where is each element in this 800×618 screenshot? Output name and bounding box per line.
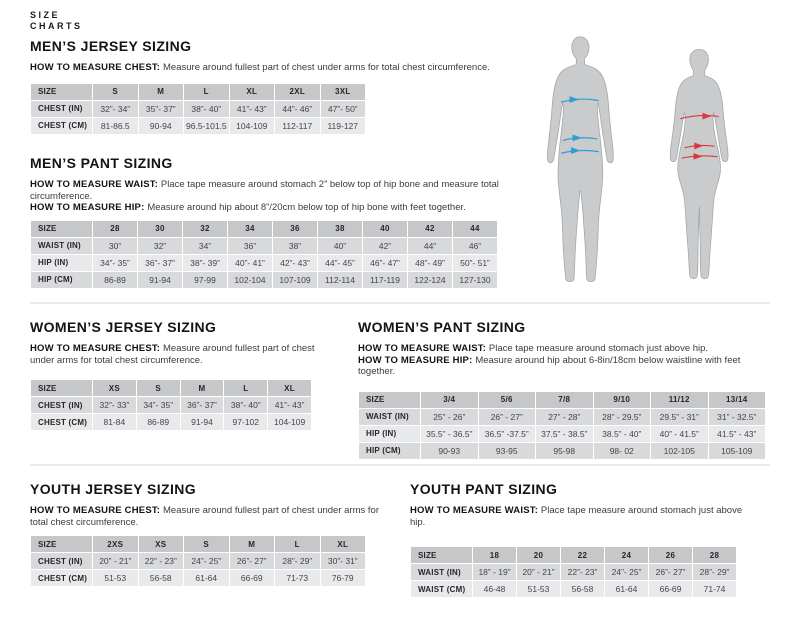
column-header: XL <box>268 380 312 397</box>
howto-label: HOW TO MEASURE WAIST: <box>30 179 161 190</box>
table-cell: 41”- 43” <box>229 100 275 117</box>
table-cell: 97-99 <box>183 271 228 288</box>
section-mens-jersey <box>30 38 550 135</box>
table-cell: 26”- 27” <box>229 553 275 570</box>
table-cell: 29.5” - 31” <box>651 408 709 425</box>
row-label: WAIST (IN) <box>359 408 421 425</box>
table-cell: 20” - 21” <box>93 553 139 570</box>
howto-text: HOW TO MEASURE WAIST: Place tape measure around stomach 2” below top of hip bone and measure total circumference. <box>30 179 499 202</box>
table-cell: 112-114 <box>318 271 363 288</box>
section-youth-jersey <box>30 481 398 587</box>
female-body-shape <box>670 49 728 278</box>
youth-pant-title: YOUTH PANT SIZING <box>410 481 558 497</box>
table-cell: 32” <box>138 237 183 254</box>
table-cell: 26”- 27” <box>649 564 693 581</box>
youth-pant-table <box>410 546 737 598</box>
howto-label: HOW TO MEASURE CHEST: <box>30 62 164 73</box>
column-header: XL <box>229 83 275 100</box>
row-label: CHEST (CM) <box>31 117 93 134</box>
table-cell: 34”- 35” <box>93 254 138 271</box>
table-cell: 24”- 25” <box>605 564 649 581</box>
table-cell: 48”- 49” <box>408 254 453 271</box>
howto-text: HOW TO MEASURE HIP: Measure around hip about 6-8in/18cm below waistline with feet together. <box>358 354 741 377</box>
table-cell: 18” - 19” <box>473 564 517 581</box>
row-label: HIP (IN) <box>359 425 421 442</box>
table-cell: 36.5” -37.5” <box>478 425 536 442</box>
table-cell: 34” <box>183 237 228 254</box>
table-cell: 36”- 37” <box>180 397 224 414</box>
table-cell: 76-79 <box>320 570 366 587</box>
mens-pant-title: MEN’S PANT SIZING <box>30 155 173 171</box>
column-header: XS <box>93 380 137 397</box>
howto-text: HOW TO MEASURE WAIST: Place tape measure around stomach just above hip. <box>410 505 743 528</box>
table-cell: 46”- 47” <box>363 254 408 271</box>
size-charts-label <box>30 10 83 32</box>
size-table <box>358 391 766 460</box>
table-row <box>411 581 737 598</box>
womens-jersey-howto <box>30 343 338 366</box>
howto-text: HOW TO MEASURE WAIST: Place tape measure around stomach just above hip. <box>358 343 709 354</box>
table-cell: 30”- 31” <box>320 553 366 570</box>
table-row <box>31 397 312 414</box>
table-cell: 119-127 <box>320 117 366 134</box>
table-cell: 56-58 <box>561 581 605 598</box>
section-womens-jersey <box>30 319 338 431</box>
table-cell: 127-130 <box>453 271 498 288</box>
column-header: 22 <box>561 547 605 564</box>
row-label: CHEST (IN) <box>31 397 93 414</box>
column-header: 5/6 <box>478 391 536 408</box>
table-row <box>31 414 312 431</box>
column-header: 36 <box>273 220 318 237</box>
size-table <box>410 546 737 598</box>
column-header: 44 <box>453 220 498 237</box>
column-header: 3/4 <box>421 391 479 408</box>
table-cell: 34”- 35” <box>136 397 180 414</box>
table-cell: 42” <box>363 237 408 254</box>
table-cell: 28” - 29.5” <box>593 408 651 425</box>
table-cell: 40”- 41” <box>228 254 273 271</box>
column-header: 3XL <box>320 83 366 100</box>
table-cell: 96.5-101.5 <box>184 117 230 134</box>
table-cell: 30” <box>93 237 138 254</box>
mens-jersey-table <box>30 83 366 135</box>
row-label: CHEST (CM) <box>31 570 93 587</box>
column-header: 28 <box>93 220 138 237</box>
table-row <box>31 117 366 134</box>
table-cell: 24”- 25” <box>184 553 230 570</box>
column-header: 2XS <box>93 536 139 553</box>
howto-label: HOW TO MEASURE WAIST: <box>410 505 541 516</box>
table-cell: 22” - 23” <box>138 553 184 570</box>
column-header: 24 <box>605 547 649 564</box>
table-row <box>31 570 366 587</box>
table-cell: 105-109 <box>708 442 766 459</box>
table-row <box>359 408 766 425</box>
table-cell: 42”- 43” <box>273 254 318 271</box>
table-cell: 122-124 <box>408 271 453 288</box>
row-label: CHEST (CM) <box>31 414 93 431</box>
table-cell: 41.5” - 43” <box>708 425 766 442</box>
table-header-row <box>359 391 766 408</box>
column-header: SIZE <box>411 547 473 564</box>
mens-pant-table <box>30 220 498 289</box>
table-cell: 107-109 <box>273 271 318 288</box>
table-row <box>31 100 366 117</box>
table-cell: 102-104 <box>228 271 273 288</box>
size-charts-label-line1: SIZE <box>30 10 61 20</box>
column-header: 20 <box>517 547 561 564</box>
table-header-row <box>31 380 312 397</box>
table-cell: 97-102 <box>224 414 268 431</box>
column-header: XL <box>320 536 366 553</box>
table-cell: 61-64 <box>605 581 649 598</box>
column-header: 42 <box>408 220 453 237</box>
column-header: 13/14 <box>708 391 766 408</box>
table-cell: 90-94 <box>138 117 184 134</box>
table-cell: 36” <box>228 237 273 254</box>
womens-pant-title: WOMEN’S PANT SIZING <box>358 319 526 335</box>
column-header: S <box>93 83 139 100</box>
table-row <box>359 425 766 442</box>
column-header: S <box>184 536 230 553</box>
column-header: SIZE <box>31 220 93 237</box>
column-header: L <box>275 536 321 553</box>
table-cell: 38”- 40” <box>184 100 230 117</box>
table-cell: 86-89 <box>136 414 180 431</box>
row-label: HIP (CM) <box>359 442 421 459</box>
table-cell: 90-93 <box>421 442 479 459</box>
column-header: L <box>184 83 230 100</box>
table-cell: 40” <box>318 237 363 254</box>
mens-jersey-title: MEN’S JERSEY SIZING <box>30 38 192 54</box>
table-row <box>31 553 366 570</box>
column-header: 32 <box>183 220 228 237</box>
table-cell: 32”- 33” <box>93 397 137 414</box>
column-header: 28 <box>693 547 737 564</box>
column-header: 11/12 <box>651 391 709 408</box>
column-header: S <box>136 380 180 397</box>
row-label: WAIST (IN) <box>31 237 93 254</box>
column-header: 2XL <box>275 83 321 100</box>
table-cell: 46-48 <box>473 581 517 598</box>
howto-text: HOW TO MEASURE CHEST: Measure around fullest part of chest under arms for total chest circumference. <box>30 62 490 73</box>
table-cell: 112-117 <box>275 117 321 134</box>
table-cell: 47”- 50” <box>320 100 366 117</box>
column-header: L <box>224 380 268 397</box>
row-label: WAIST (CM) <box>411 581 473 598</box>
size-charts-label-line2: CHARTS <box>30 21 83 31</box>
table-cell: 44” <box>408 237 453 254</box>
table-cell: 28”- 29” <box>693 564 737 581</box>
table-row <box>31 271 498 288</box>
table-cell: 44”- 46” <box>275 100 321 117</box>
column-header: M <box>180 380 224 397</box>
table-header-row <box>411 547 737 564</box>
table-cell: 22”- 23” <box>561 564 605 581</box>
column-header: SIZE <box>359 391 421 408</box>
male-silhouette <box>541 36 619 284</box>
column-header: 38 <box>318 220 363 237</box>
column-header: 9/10 <box>593 391 651 408</box>
table-cell: 93-95 <box>478 442 536 459</box>
table-cell: 71-74 <box>693 581 737 598</box>
howto-text: HOW TO MEASURE CHEST: Measure around fullest part of chest under arms for total chest circumference. <box>30 505 379 528</box>
table-cell: 28”- 29” <box>275 553 321 570</box>
youth-pant-howto <box>410 505 750 528</box>
table-cell: 98- 02 <box>593 442 651 459</box>
table-cell: 46” <box>453 237 498 254</box>
column-header: 7/8 <box>536 391 594 408</box>
column-header: 34 <box>228 220 273 237</box>
table-cell: 104-109 <box>268 414 312 431</box>
table-cell: 40” - 41.5” <box>651 425 709 442</box>
size-table <box>30 220 498 289</box>
youth-jersey-title: YOUTH JERSEY SIZING <box>30 481 197 497</box>
table-cell: 31” - 32.5” <box>708 408 766 425</box>
youth-jersey-table <box>30 535 366 587</box>
section-womens-pant <box>358 319 770 460</box>
column-header: M <box>138 83 184 100</box>
table-cell: 51-53 <box>517 581 561 598</box>
table-cell: 38”- 39” <box>183 254 228 271</box>
table-header-row <box>31 220 498 237</box>
table-cell: 35.5” - 36.5” <box>421 425 479 442</box>
womens-jersey-table <box>30 379 312 431</box>
table-cell: 71-73 <box>275 570 321 587</box>
table-cell: 50”- 51” <box>453 254 498 271</box>
section-divider-1 <box>30 302 770 304</box>
size-table <box>30 535 366 587</box>
mens-pant-howto <box>30 179 560 214</box>
table-cell: 38.5” - 40” <box>593 425 651 442</box>
table-cell: 66-69 <box>649 581 693 598</box>
table-row <box>31 237 498 254</box>
table-row <box>31 254 498 271</box>
column-header: SIZE <box>31 380 93 397</box>
column-header: XS <box>138 536 184 553</box>
table-cell: 20” - 21” <box>517 564 561 581</box>
column-header: SIZE <box>31 83 93 100</box>
table-cell: 86-89 <box>93 271 138 288</box>
table-cell: 38” <box>273 237 318 254</box>
howto-label: HOW TO MEASURE WAIST: <box>358 343 489 354</box>
table-cell: 44”- 45” <box>318 254 363 271</box>
table-cell: 91-94 <box>138 271 183 288</box>
row-label: CHEST (IN) <box>31 100 93 117</box>
table-row <box>411 564 737 581</box>
section-mens-pant <box>30 155 560 289</box>
column-header: 18 <box>473 547 517 564</box>
row-label: CHEST (IN) <box>31 553 93 570</box>
table-header-row <box>31 83 366 100</box>
column-header: 30 <box>138 220 183 237</box>
table-cell: 37.5” - 38.5” <box>536 425 594 442</box>
table-cell: 27” - 28” <box>536 408 594 425</box>
youth-jersey-howto <box>30 505 398 528</box>
howto-label: HOW TO MEASURE HIP: <box>30 202 148 213</box>
womens-pant-howto <box>358 343 770 378</box>
howto-text: HOW TO MEASURE CHEST: Measure around fullest part of chest under arms for total chest circumference. <box>30 343 315 366</box>
table-cell: 25” - 26” <box>421 408 479 425</box>
table-cell: 36”- 37” <box>138 254 183 271</box>
table-cell: 41”- 43” <box>268 397 312 414</box>
column-header: SIZE <box>31 536 93 553</box>
howto-label: HOW TO MEASURE HIP: <box>358 354 476 366</box>
row-label: HIP (CM) <box>31 271 93 288</box>
row-label: HIP (IN) <box>31 254 93 271</box>
male-body-shape <box>547 37 613 282</box>
table-cell: 32”- 34” <box>93 100 139 117</box>
table-cell: 61-64 <box>184 570 230 587</box>
table-cell: 38”- 40” <box>224 397 268 414</box>
section-youth-pant <box>410 481 750 598</box>
row-label: WAIST (IN) <box>411 564 473 581</box>
table-cell: 26” - 27” <box>478 408 536 425</box>
size-table <box>30 379 312 431</box>
howto-label: HOW TO MEASURE CHEST: <box>30 505 164 516</box>
table-cell: 91-94 <box>180 414 224 431</box>
table-header-row <box>31 536 366 553</box>
table-cell: 95-98 <box>536 442 594 459</box>
table-cell: 66-69 <box>229 570 275 587</box>
mens-jersey-howto <box>30 62 550 74</box>
table-cell: 104-109 <box>229 117 275 134</box>
womens-pant-table <box>358 391 766 460</box>
female-silhouette <box>666 48 733 284</box>
table-cell: 81-86.5 <box>93 117 139 134</box>
table-cell: 117-119 <box>363 271 408 288</box>
section-divider-2 <box>30 464 770 466</box>
table-cell: 56-58 <box>138 570 184 587</box>
column-header: M <box>229 536 275 553</box>
column-header: 40 <box>363 220 408 237</box>
howto-text: HOW TO MEASURE HIP: Measure around hip about 8”/20cm below top of hip bone with feet together. <box>30 202 466 213</box>
table-cell: 51-53 <box>93 570 139 587</box>
howto-label: HOW TO MEASURE CHEST: <box>30 343 164 354</box>
table-cell: 81-84 <box>93 414 137 431</box>
table-cell: 102-105 <box>651 442 709 459</box>
table-row <box>359 442 766 459</box>
table-cell: 35”- 37” <box>138 100 184 117</box>
womens-jersey-title: WOMEN’S JERSEY SIZING <box>30 319 217 335</box>
size-table <box>30 83 366 135</box>
column-header: 26 <box>649 547 693 564</box>
